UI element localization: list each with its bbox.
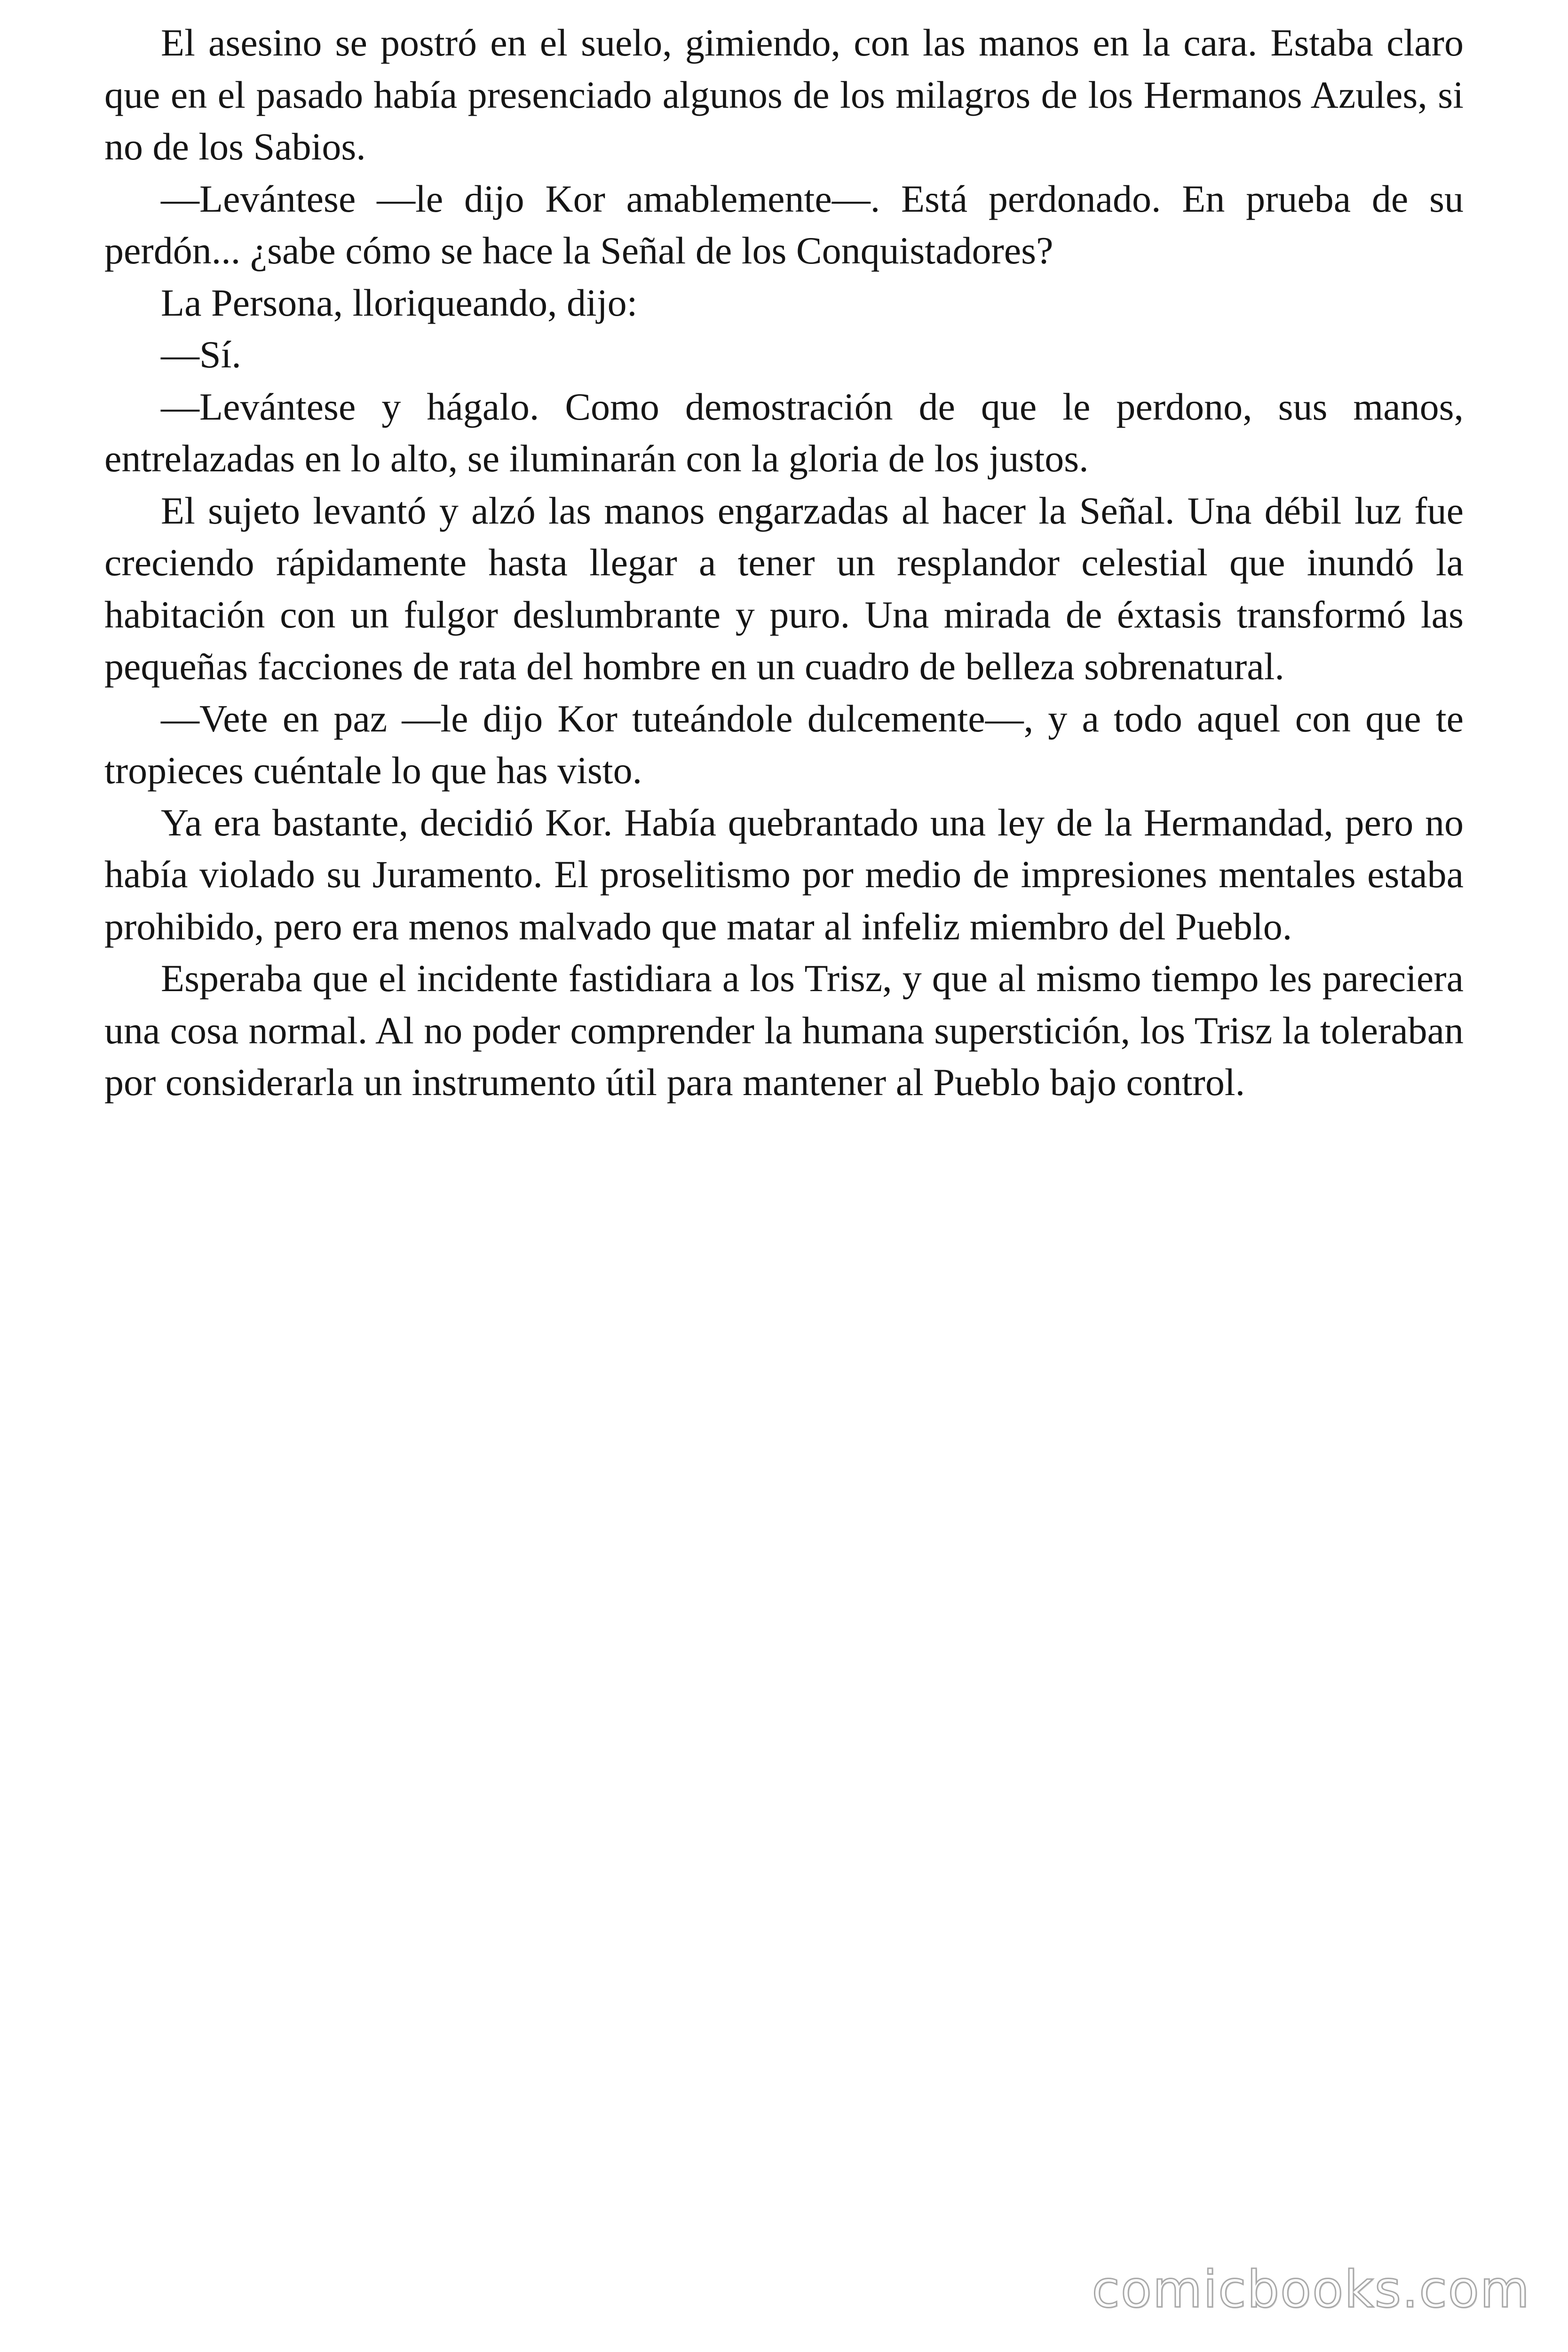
paragraph: El asesino se postró en el suelo, gimiendo, con las manos en la cara. Estaba claro que en el pasado había presenciado algunos de los milagros de los Hermanos Azules, si no de los Sabios.: [104, 21, 1464, 168]
paragraph: Esperaba que el incidente fastidiara a los Trisz, y que al mismo tiempo les pareciera una cosa normal. Al no poder comprender la humana superstición, los Trisz la toleraban por considerarla un instrumento útil para mantener al Pueblo bajo control.: [104, 957, 1464, 1104]
paragraph: —Levántese y hágalo. Como demostración de que le perdono, sus manos, entrelazadas en lo alto, se iluminarán con la gloria de los justos.: [104, 385, 1464, 480]
paragraph: —Levántese —le dijo Kor amablemente—. Está perdonado. En prueba de su perdón... ¿sabe cómo se hace la Señal de los Conquistadores?: [104, 177, 1464, 272]
paragraph: La Persona, lloriqueando, dijo:: [161, 281, 638, 324]
page-body-text: [104, 17, 1464, 1109]
paragraph: Ya era bastante, decidió Kor. Había quebrantado una ley de la Hermandad, pero no había violado su Juramento. El proselitismo por medio de impresiones mentales estaba prohibido, pero era menos malvado que matar al infeliz miembro del Pueblo.: [104, 801, 1464, 948]
watermark: comicbooks.com: [1092, 2260, 1530, 2319]
paragraph: El sujeto levantó y alzó las manos engarzadas al hacer la Señal. Una débil luz fue creciendo rápidamente hasta llegar a tener un resplandor celestial que inundó la habitación con un fulgor deslumbrante y puro. Una mirada de éxtasis transformó las pequeñas facciones de rata del hombre en un cuadro de belleza sobrenatural.: [104, 489, 1464, 688]
paragraph: —Vete en paz —le dijo Kor tuteándole dulcemente—, y a todo aquel con que te tropieces cuéntale lo que has visto.: [104, 697, 1464, 792]
paragraph: —Sí.: [161, 333, 241, 376]
